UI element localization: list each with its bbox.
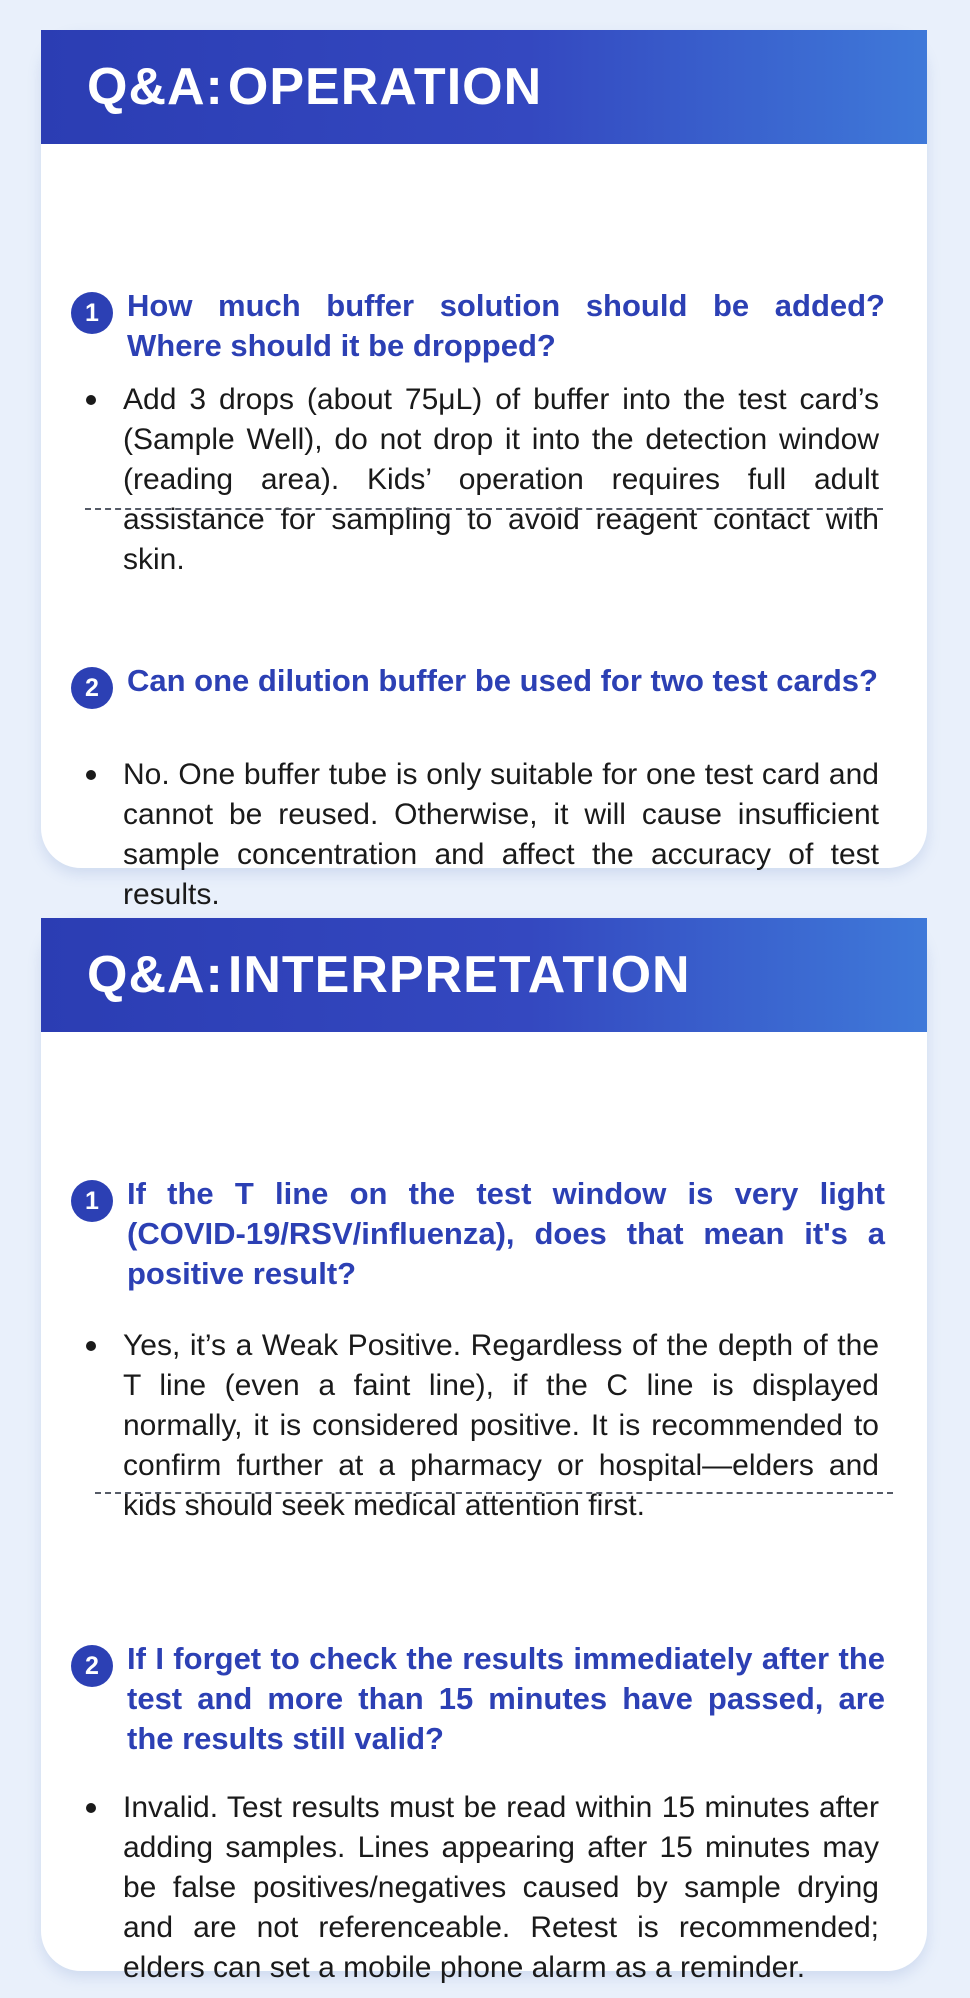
qa-card-interpretation	[41, 918, 927, 1984]
bullet-icon	[86, 770, 96, 780]
dashed-divider	[95, 1492, 893, 1494]
question-text: Can one dilution buffer be used for two test cards?	[127, 663, 878, 698]
qa-card-operation	[41, 30, 927, 911]
question-text: If I forget to check the results immediately after the test and more than 15 minutes have passed, are the results still valid?	[127, 1641, 885, 1756]
card-header	[41, 918, 927, 1032]
number-badge: 2	[71, 1645, 113, 1687]
header-title: INTERPRETATION	[227, 946, 691, 1004]
answer-text: No. One buffer tube is only suitable for one test card and cannot be reused. Otherwise, it will cause insufficient sample concentration and affect the accuracy of test results.	[123, 758, 879, 911]
answer-text: Invalid. Test results must be read within 15 minutes after adding samples. Lines appearing after 15 minutes may be false positives/negatives caused by sample drying and are not referenceable. Retest is recommended; elders can set a mobile phone alarm as a reminder.	[123, 1791, 879, 1984]
bullet-icon	[86, 1341, 96, 1351]
question-text: How much buffer solution should be added? Where should it be dropped?	[127, 288, 885, 363]
bullet-icon	[86, 1803, 96, 1813]
header-prefix: Q&A:	[87, 946, 224, 1004]
header-prefix: Q&A:	[87, 58, 224, 116]
question-text: If the T line on the test window is very light (COVID-19/RSV/influenza), does that mean it's a positive result?	[127, 1176, 885, 1291]
card-header	[41, 30, 927, 144]
number-badge: 1	[71, 1180, 113, 1222]
bullet-icon	[86, 395, 96, 405]
answer-text: Add 3 drops (about 75μL) of buffer into the test card’s (Sample Well), do not drop it into the detection window (reading area). Kids’ operation requires full adult assistance for sampling to avoid reagent contact with skin.	[123, 383, 879, 576]
header-title: OPERATION	[227, 58, 543, 116]
dashed-divider	[85, 508, 883, 510]
number-badge: 2	[71, 667, 113, 709]
answer-text: Yes, it’s a Weak Positive. Regardless of the depth of the T line (even a faint line), if the C line is displayed normally, it is considered positive. It is recommended to confirm further at a pharmacy or hospital—elders and kids should seek medical attention first.	[123, 1329, 879, 1522]
number-badge: 1	[71, 292, 113, 334]
